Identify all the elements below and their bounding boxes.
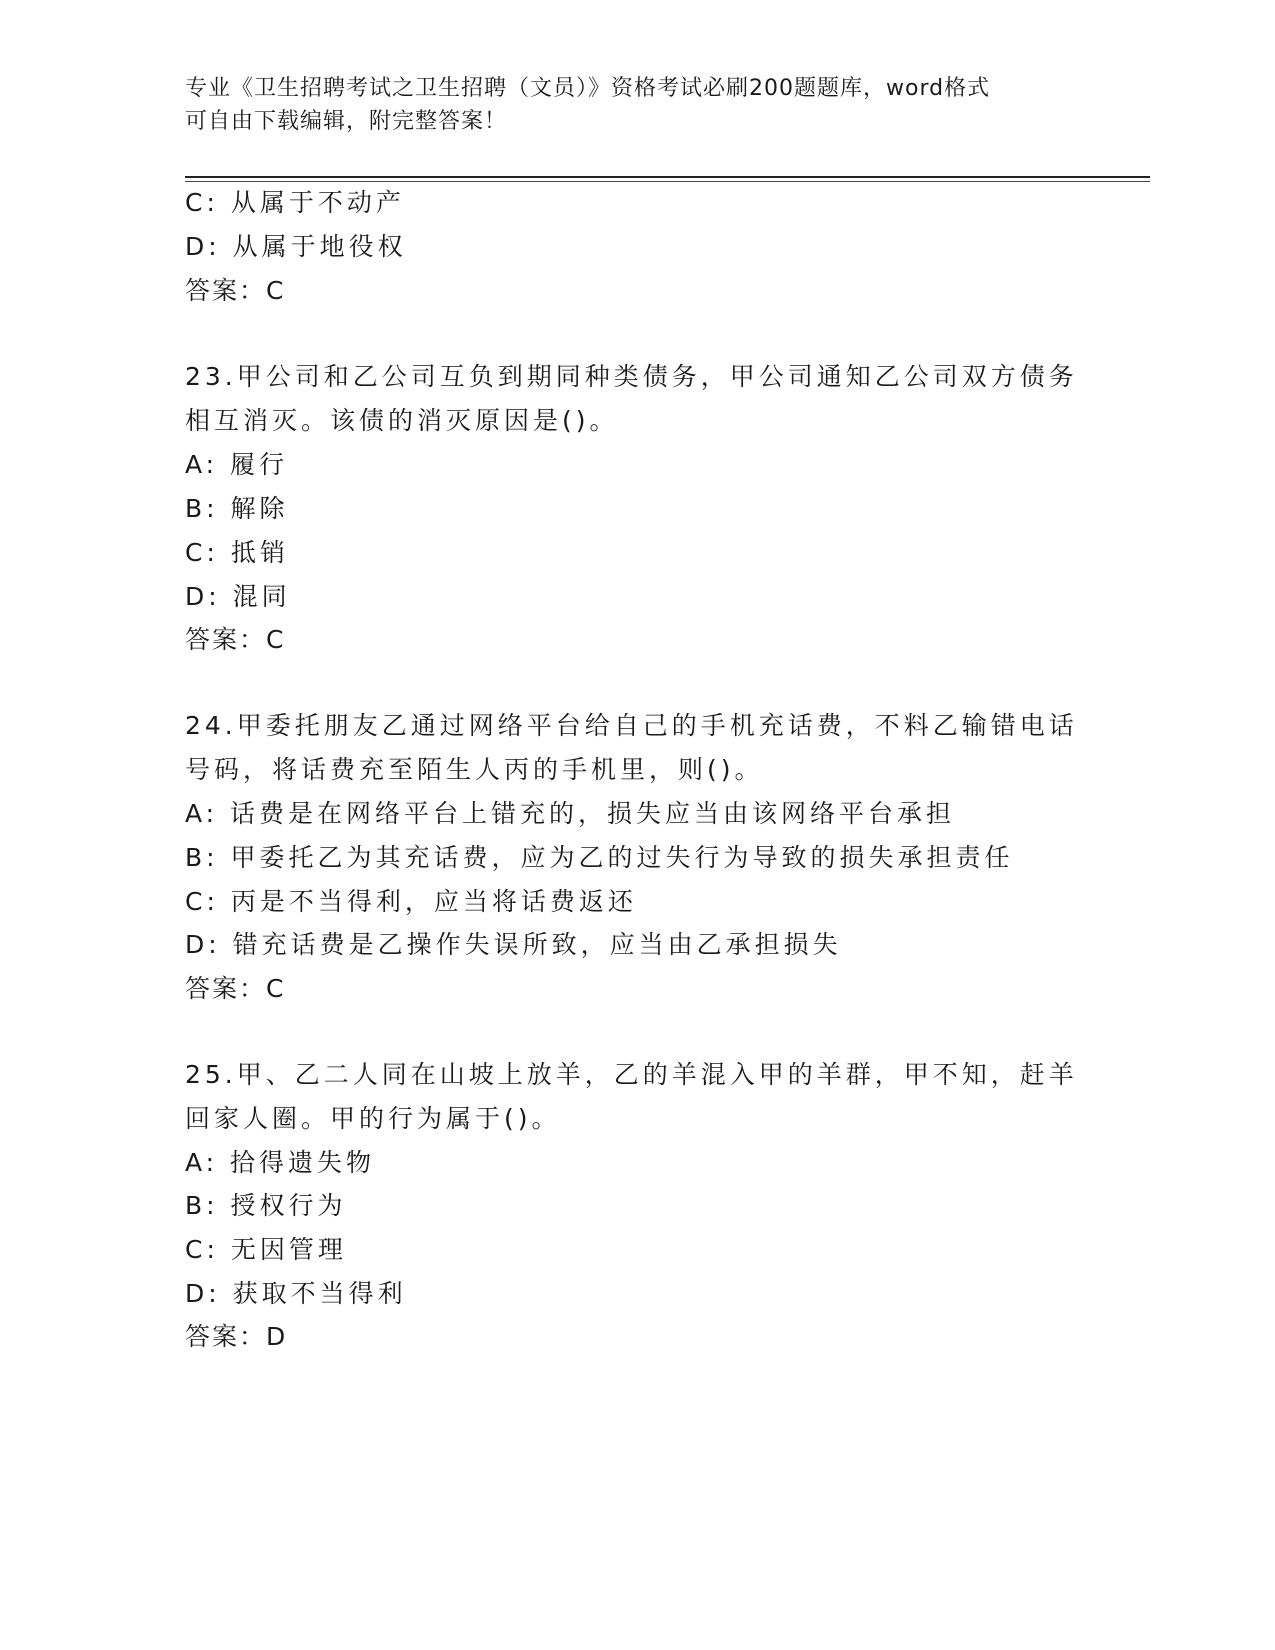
prev-answer: 答案：C [185,276,286,305]
q23-option-a: A: 履行 [185,450,289,479]
prev-option-d: D: 从属于地役权 [185,232,407,261]
q24-option-c: C: 丙是不当得利，应当将话费返还 [185,887,637,916]
q23-stem-line-1: 23.甲公司和乙公司互负到期同种类债务，甲公司通知乙公司双方债务 [185,362,1078,391]
q23-answer: 答案：C [185,625,286,654]
q24-option-a: A: 话费是在网络平台上错充的，损失应当由该网络平台承担 [185,799,956,828]
q25-option-b: B: 授权行为 [185,1191,347,1220]
q24-stem-line-1: 24.甲委托朋友乙通过网络平台给自己的手机充话费，不料乙输错电话 [185,711,1078,740]
header-divider [185,176,1150,178]
q25-option-c: C: 无因管理 [185,1235,347,1264]
q24-stem-line-2: 号码，将话费充至陌生人丙的手机里，则()。 [185,755,764,784]
header-line-2: 可自由下载编辑，附完整答案！ [185,109,508,134]
q24-option-b: B: 甲委托乙为其充话费，应为乙的过失行为导致的损失承担责任 [185,843,1014,872]
prev-option-c: C: 从属于不动产 [185,188,405,217]
q24-option-d: D: 错充话费是乙操作失误所致，应当由乙承担损失 [185,930,842,959]
header-line-1: 专业《卫生招聘考试之卫生招聘（文员）》资格考试必刷200题题库，word格式 [185,76,991,101]
q23-option-c: C: 抵销 [185,538,289,567]
q25-stem-line-2: 回家人圈。甲的行为属于()。 [185,1104,561,1133]
q25-answer: 答案：D [185,1322,288,1351]
document-header [185,72,1065,138]
q23-option-b: B: 解除 [185,494,289,523]
q25-stem-line-1: 25.甲、乙二人同在山坡上放羊，乙的羊混入甲的羊群，甲不知，赶羊 [185,1060,1078,1089]
q24-answer: 答案：C [185,974,286,1003]
q23-stem-line-2: 相互消灭。该债的消灭原因是()。 [185,406,619,435]
q23-option-d: D: 混同 [185,582,291,611]
q25-option-d: D: 获取不当得利 [185,1279,407,1308]
q25-option-a: A: 拾得遗失物 [185,1148,376,1177]
